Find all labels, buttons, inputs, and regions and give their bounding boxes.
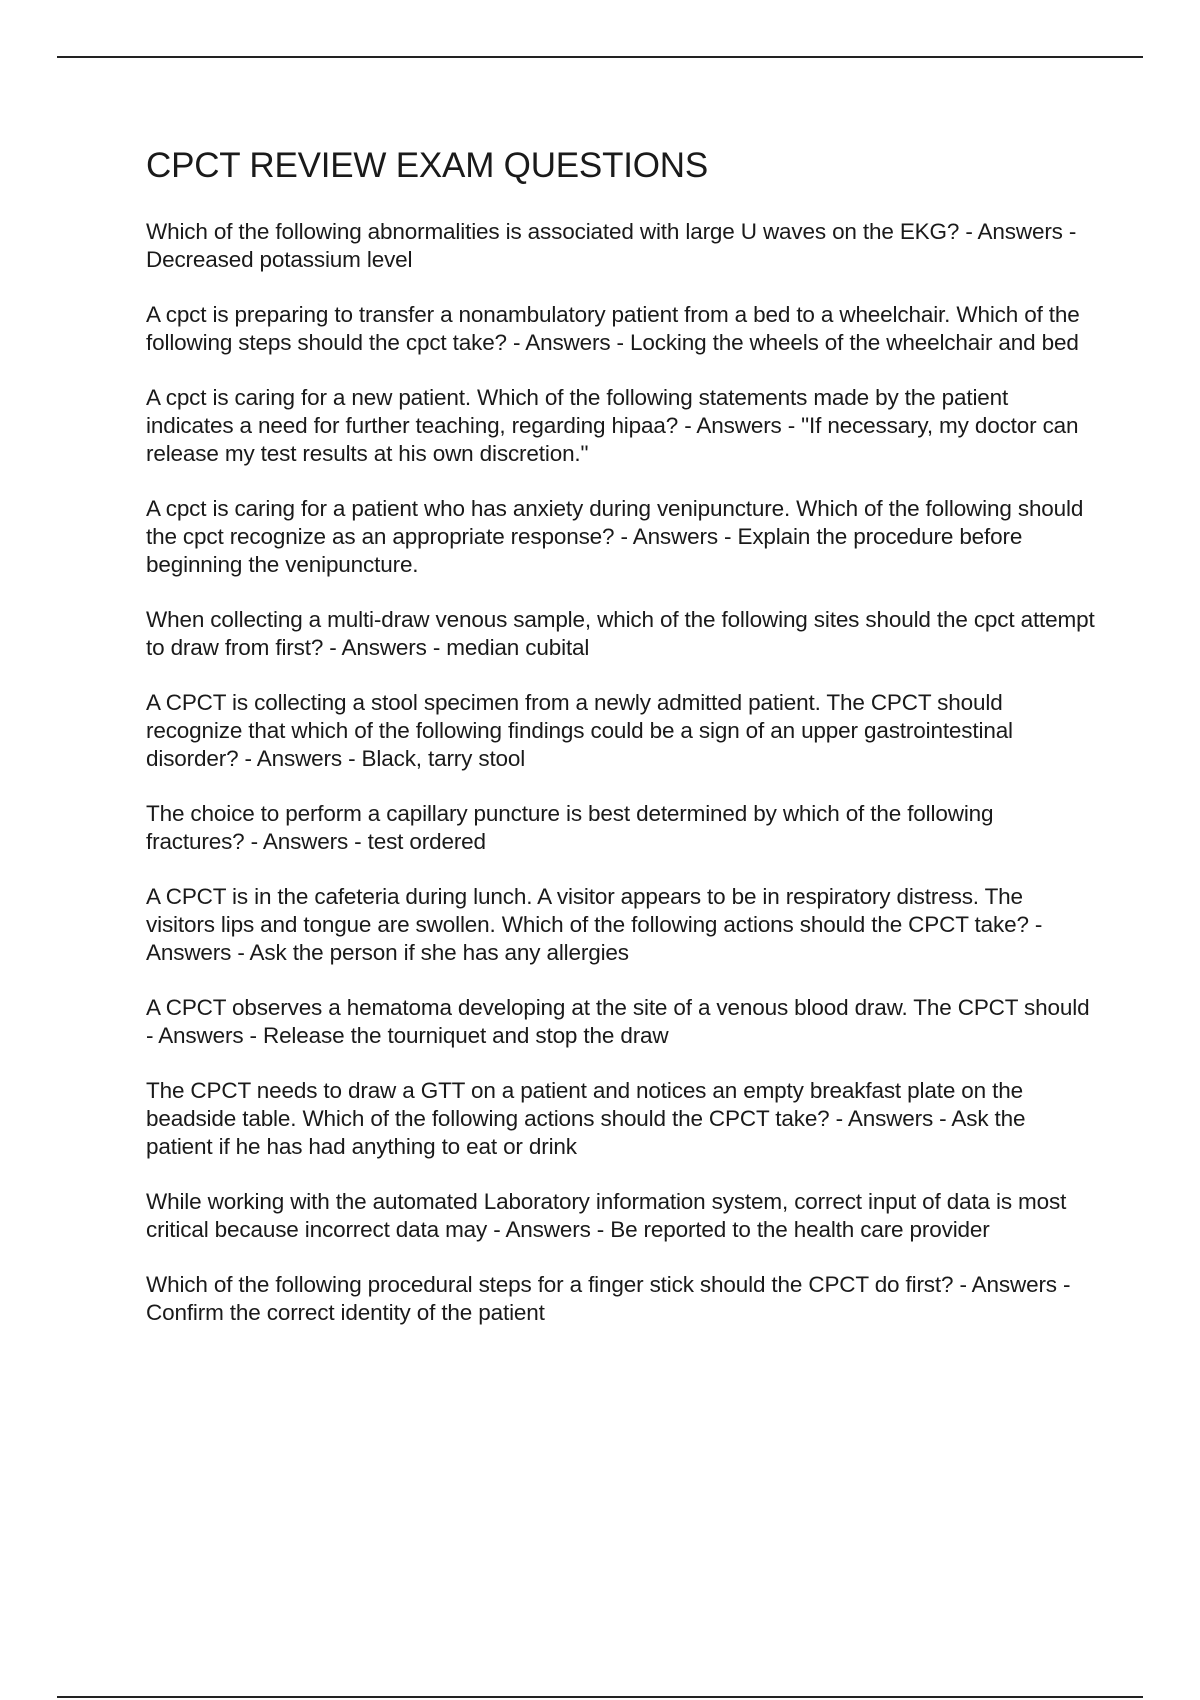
top-divider <box>57 56 1143 58</box>
question-item-8: A CPCT is in the cafeteria during lunch. A visitor appears to be in respiratory distress. The visitors lips and tongue are swollen. Which of the following actions should the CPCT take? - Answers - Ask the person if she has any allergies <box>146 884 1043 965</box>
question-item-7: The choice to perform a capillary puncture is best determined by which of the following fractures? - Answers - test ordered <box>146 801 994 854</box>
document-title: CPCT REVIEW EXAM QUESTIONS <box>146 146 709 185</box>
question-list <box>146 218 1096 1327</box>
question-item-11: While working with the automated Laboratory information system, correct input of data is most critical because incorrect data may - Answers - Be reported to the health care provider <box>146 1189 1067 1242</box>
question-item-10: The CPCT needs to draw a GTT on a patient and notices an empty breakfast plate on the beadside table. Which of the following actions should the CPCT take? - Answers - Ask the patient if he has had anything to eat or drink <box>146 1078 1026 1159</box>
bottom-divider <box>57 1696 1143 1698</box>
question-item-2: A cpct is preparing to transfer a nonambulatory patient from a bed to a wheelchair. Which of the following steps should the cpct take? - Answers - Locking the wheels of the wheelchair and bed <box>146 302 1080 355</box>
document-body <box>146 142 1096 1354</box>
question-item-5: When collecting a multi-draw venous sample, which of the following sites should the cpct attempt to draw from first? - Answers - median cubital <box>146 607 1095 660</box>
question-item-12: Which of the following procedural steps for a finger stick should the CPCT do first? - Answers - Confirm the correct identity of the patient <box>146 1272 1071 1325</box>
question-item-6: A CPCT is collecting a stool specimen from a newly admitted patient. The CPCT should recognize that which of the following findings could be a sign of an upper gastrointestinal disorder? - Answers - Black, tarry stool <box>146 690 1013 771</box>
question-item-4: A cpct is caring for a patient who has anxiety during venipuncture. Which of the following should the cpct recognize as an appropriate response? - Answers - Explain the procedure before beginning the venipuncture. <box>146 496 1084 577</box>
question-item-3: A cpct is caring for a new patient. Which of the following statements made by the patient indicates a need for further teaching, regarding hipaa? - Answers - "If necessary, my doctor can release my test results at his own discretion." <box>146 385 1079 466</box>
question-item-1: Which of the following abnormalities is associated with large U waves on the EKG? - Answers - Decreased potassium level <box>146 219 1077 272</box>
question-item-9: A CPCT observes a hematoma developing at the site of a venous blood draw. The CPCT should - Answers - Release the tourniquet and stop the draw <box>146 995 1090 1048</box>
